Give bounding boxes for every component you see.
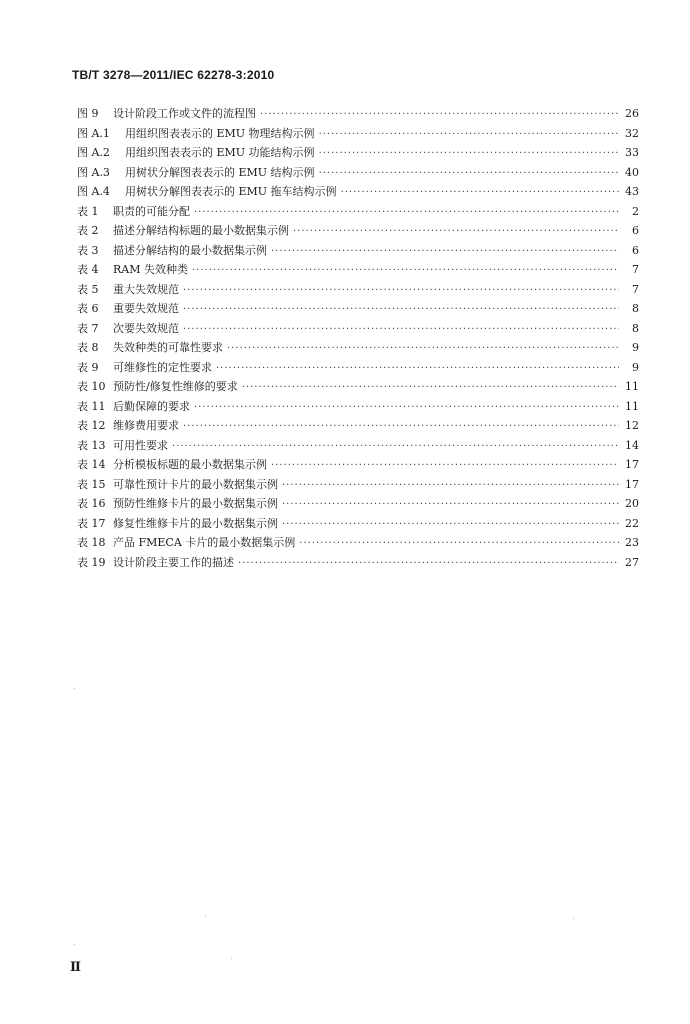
- toc-entry: [77, 475, 639, 495]
- toc-leader-dots: [271, 242, 619, 262]
- toc-entry: [77, 104, 639, 124]
- toc-entry: [77, 436, 639, 456]
- scan-speck: [573, 918, 574, 919]
- toc-entry-title: 重大失效规范: [113, 282, 179, 296]
- toc-entry: [77, 514, 639, 534]
- toc-entry-title: 可维修性的定性要求: [113, 360, 212, 374]
- toc-leader-dots: [194, 203, 619, 223]
- toc-entry-page: 2: [632, 204, 639, 218]
- toc-entry-page: 14: [625, 438, 639, 452]
- toc-entry: [77, 377, 639, 397]
- toc-entry-title: 维修费用要求: [113, 419, 179, 432]
- toc-entry-page: 17: [625, 458, 639, 471]
- toc-entry-label: 图 A.2: [77, 146, 110, 159]
- toc-leader-dots: [271, 456, 619, 476]
- toc-entry: [77, 455, 639, 475]
- toc-entry-page: 20: [625, 497, 639, 510]
- scan-speck: [231, 958, 232, 959]
- toc-entry-title: 修复性维修卡片的最小数据集示例: [113, 516, 278, 530]
- toc-leader-dots: [183, 281, 619, 301]
- toc-entry-title: 可用性要求: [113, 438, 168, 452]
- toc-entry-page: 26: [625, 107, 639, 120]
- toc-entry-page: 40: [625, 165, 639, 179]
- toc-entry-title: 设计阶段主要工作的描述: [113, 555, 234, 569]
- toc-entry-title: 预防性维修卡片的最小数据集示例: [113, 497, 278, 510]
- toc-entry-title: 次要失效规范: [113, 321, 179, 335]
- toc-entry-title: 用树状分解图表表示的 EMU 拖车结构示例: [125, 185, 337, 198]
- toc-leader-dots: [341, 183, 619, 203]
- toc-leader-dots: [238, 554, 619, 574]
- toc-entry-label: 表 5: [77, 282, 99, 296]
- toc-entry-title: 分析模板标题的最小数据集示例: [113, 458, 267, 471]
- toc-entry-page: 32: [625, 126, 639, 140]
- scan-speck: [74, 688, 75, 689]
- toc-entry-label: 图 A.1: [77, 126, 110, 140]
- toc-entry-title: RAM 失效种类: [113, 263, 188, 276]
- toc-entry-label: 表 15: [77, 477, 106, 491]
- toc-entry: [77, 260, 639, 280]
- toc-entry-title: 设计阶段工作或文件的流程图: [113, 107, 256, 120]
- toc-entry-label: 表 11: [77, 399, 106, 413]
- toc-entry-page: 9: [632, 341, 639, 354]
- toc-entry-title: 用组织图表表示的 EMU 功能结构示例: [125, 146, 315, 159]
- toc-entry: [77, 533, 639, 553]
- toc-entry-page: 8: [632, 321, 639, 335]
- toc-entry-label: 表 3: [77, 243, 99, 257]
- toc-entry: [77, 299, 639, 319]
- toc-entry-label: 表 18: [77, 536, 106, 549]
- toc-entry-title: 用树状分解图表表示的 EMU 结构示例: [125, 165, 315, 179]
- toc-entry-label: 表 8: [77, 341, 99, 354]
- toc-leader-dots: [242, 378, 619, 398]
- toc-leader-dots: [227, 339, 619, 359]
- toc-leader-dots: [194, 398, 619, 418]
- toc-entry: [77, 163, 639, 183]
- toc-leader-dots: [319, 144, 619, 164]
- toc-entry-label: 表 6: [77, 302, 99, 315]
- toc-entry-page: 6: [632, 243, 639, 257]
- toc-entry-title: 后勤保障的要求: [113, 399, 190, 413]
- toc-entry-label: 表 12: [77, 419, 106, 432]
- toc-leader-dots: [282, 515, 619, 535]
- toc-entry: [77, 319, 639, 339]
- scan-speck: [205, 915, 206, 916]
- toc-entry: [77, 241, 639, 261]
- toc-leader-dots: [293, 222, 619, 242]
- toc-entry: [77, 338, 639, 358]
- toc-entry-title: 预防性/修复性维修的要求: [113, 380, 238, 393]
- standard-number-header: TB/T 3278—2011/IEC 62278-3:2010: [72, 68, 275, 82]
- toc-leader-dots: [319, 125, 619, 145]
- page-number: Ⅱ: [70, 960, 81, 975]
- toc-entry-title: 用组织图表表示的 EMU 物理结构示例: [125, 126, 315, 140]
- toc-entry-page: 33: [625, 146, 639, 159]
- toc-entry-title: 产品 FMECA 卡片的最小数据集示例: [113, 536, 296, 549]
- toc-entry-page: 23: [625, 536, 639, 549]
- toc-entry-label: 表 16: [77, 497, 106, 510]
- toc-entry-title: 描述分解结构的最小数据集示例: [113, 243, 267, 257]
- toc-entry-page: 27: [625, 555, 639, 569]
- toc-entry-label: 表 19: [77, 555, 106, 569]
- toc-entry-label: 表 13: [77, 438, 106, 452]
- toc-entry: [77, 124, 639, 144]
- toc-entry-page: 17: [625, 477, 639, 491]
- toc-entry-label: 表 10: [77, 380, 106, 393]
- toc-entry: [77, 280, 639, 300]
- toc-entry-label: 表 1: [77, 204, 99, 218]
- toc-leader-dots: [260, 105, 619, 125]
- toc-entry: [77, 202, 639, 222]
- toc-entry: [77, 182, 639, 202]
- toc-leader-dots: [183, 300, 619, 320]
- toc-entry-page: 12: [625, 419, 639, 432]
- toc-entry-title: 可靠性预计卡片的最小数据集示例: [113, 477, 278, 491]
- toc-entry-label: 图 A.3: [77, 165, 110, 179]
- toc-entry-label: 图 9: [77, 107, 99, 120]
- toc-entry-title: 重要失效规范: [113, 302, 179, 315]
- toc-entry-page: 43: [625, 185, 639, 198]
- table-of-contents: [77, 104, 639, 572]
- toc-entry-title: 描述分解结构标题的最小数据集示例: [113, 224, 289, 237]
- toc-entry: [77, 221, 639, 241]
- toc-entry-label: 表 14: [77, 458, 106, 471]
- toc-entry-page: 11: [625, 380, 639, 393]
- toc-leader-dots: [192, 261, 619, 281]
- toc-entry: [77, 553, 639, 573]
- toc-entry: [77, 397, 639, 417]
- toc-leader-dots: [282, 495, 619, 515]
- toc-leader-dots: [216, 359, 619, 379]
- toc-leader-dots: [282, 476, 619, 496]
- toc-entry-label: 表 17: [77, 516, 106, 530]
- toc-entry-label: 表 4: [77, 263, 99, 276]
- toc-entry-label: 表 9: [77, 360, 99, 374]
- toc-entry-page: 9: [632, 360, 639, 374]
- toc-leader-dots: [172, 437, 619, 457]
- toc-entry-label: 表 2: [77, 224, 99, 237]
- toc-entry: [77, 358, 639, 378]
- toc-entry-page: 7: [632, 263, 639, 276]
- toc-entry-title: 职责的可能分配: [113, 204, 190, 218]
- toc-leader-dots: [299, 534, 619, 554]
- toc-entry: [77, 416, 639, 436]
- toc-entry-page: 8: [632, 302, 639, 315]
- toc-entry-page: 6: [632, 224, 639, 237]
- toc-entry: [77, 143, 639, 163]
- toc-leader-dots: [183, 320, 619, 340]
- toc-entry-page: 11: [625, 399, 639, 413]
- toc-entry-title: 失效种类的可靠性要求: [113, 341, 223, 354]
- toc-entry-page: 7: [632, 282, 639, 296]
- toc-leader-dots: [183, 417, 619, 437]
- scan-speck: [74, 944, 75, 945]
- toc-entry-page: 22: [625, 516, 639, 530]
- toc-entry: [77, 494, 639, 514]
- toc-entry-label: 图 A.4: [77, 185, 110, 198]
- toc-entry-label: 表 7: [77, 321, 99, 335]
- toc-leader-dots: [319, 164, 619, 184]
